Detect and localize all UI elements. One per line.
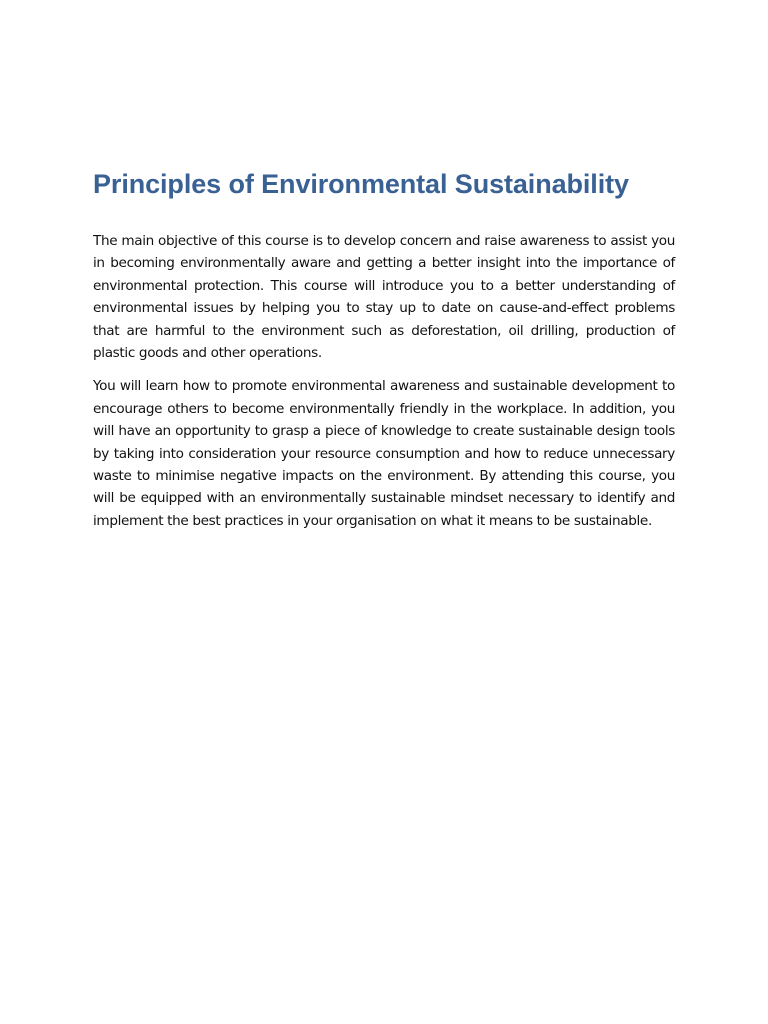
page-title: Principles of Environmental Sustainability bbox=[93, 169, 629, 199]
paragraph-course-objective: The main objective of this course is to develop concern and raise awareness to assist you in becoming environmentally aware and getting a better insight into the importance of environmental protection. This course will introduce you to a better understanding of environmental issues by helping you to stay up to date on cause-and-effect problems that are harmful to the environment such as deforestation, oil drilling, production of plastic goods and other operations. bbox=[93, 233, 675, 362]
paragraph-learning-outcomes: You will learn how to promote environmental awareness and sustainable development to encourage others to become environmentally friendly in the workplace. In addition, you will have an opportunity to grasp a piece of knowledge to create sustainable design tools by taking into consideration your resource consumption and how to reduce unnecessary waste to minimise negative impacts on the environment. By attending this course, you will be equipped with an environmentally sustainable mindset necessary to identify and implement the best practices in your organisation on what it means to be sustainable. bbox=[93, 378, 675, 529]
document-content bbox=[93, 166, 675, 532]
